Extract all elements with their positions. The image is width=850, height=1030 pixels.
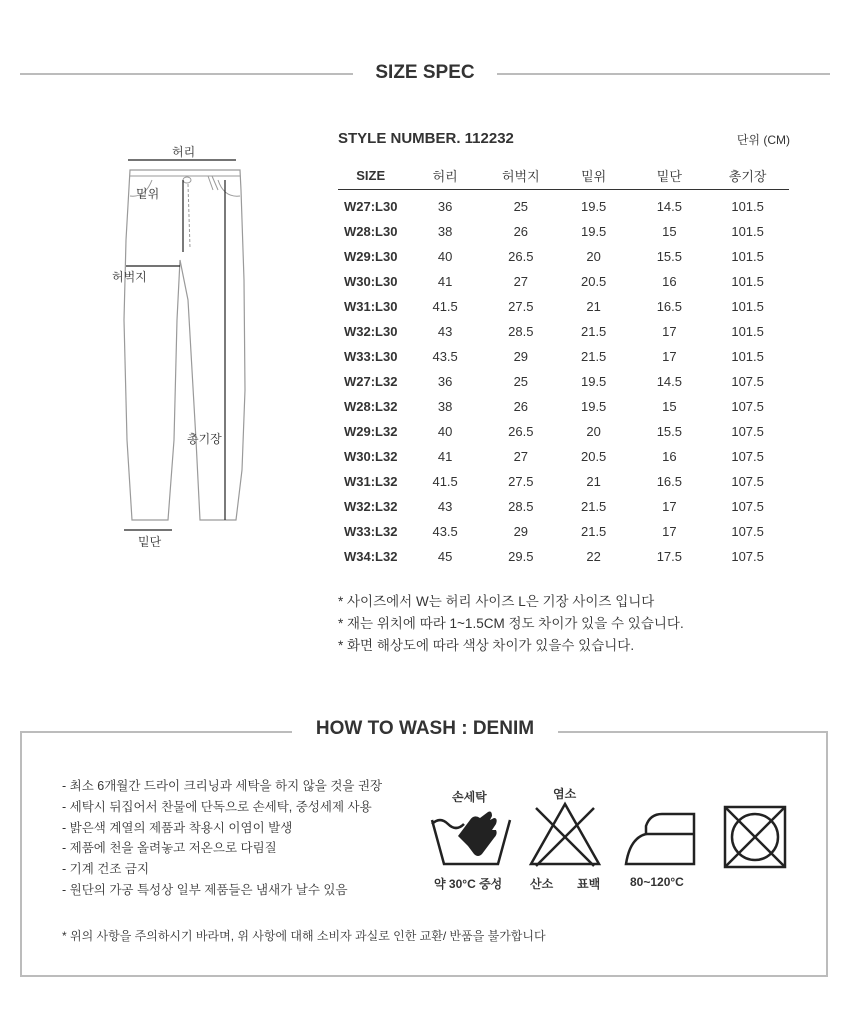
divider-left	[20, 73, 353, 75]
size-spec-title: SIZE SPEC	[375, 62, 475, 83]
table-header-row	[338, 162, 789, 190]
table-row	[338, 190, 789, 220]
measurement-cell: 43	[437, 324, 453, 339]
pants-outline-icon	[100, 140, 300, 560]
label-thigh: 허벅지	[112, 270, 147, 284]
measurement-cell: 101.5	[731, 299, 764, 314]
size-cell: W29:L32	[343, 424, 398, 439]
measurement-cell: 107.5	[731, 374, 764, 389]
measurement-cell: 29.5	[508, 549, 534, 564]
measurement-cell: 29	[513, 349, 529, 364]
measurement-cell: 107.5	[731, 399, 764, 414]
measurement-cell: 22	[586, 549, 601, 564]
measurement-cell: 15	[662, 224, 677, 239]
measurement-cell: 107.5	[731, 524, 764, 539]
measurement-cell: 41	[437, 274, 453, 289]
table-row	[338, 519, 789, 544]
measurement-cell: 21	[586, 299, 601, 314]
measurement-cell: 16.5	[656, 299, 682, 314]
column-header: 허벅지	[487, 162, 555, 190]
table-row	[338, 294, 789, 319]
label-rise: 밑위	[136, 187, 160, 201]
table-row	[338, 244, 789, 269]
instruction-item: - 세탁시 뒤집어서 찬물에 단독으로 손세탁, 중성세제 사용	[62, 799, 372, 814]
measurement-cell: 17	[662, 349, 677, 364]
column-header: 총기장	[706, 162, 789, 190]
measurement-cell: 40	[437, 424, 453, 439]
column-header: SIZE	[338, 162, 403, 190]
measurement-cell: 38	[437, 399, 453, 414]
table-row	[338, 394, 789, 419]
measurement-cell: 26	[513, 224, 529, 239]
column-header: 밑단	[632, 162, 706, 190]
label-hem: 밑단	[138, 535, 162, 549]
label-length: 총기장	[187, 432, 222, 446]
size-cell: W31:L32	[343, 474, 398, 489]
handwash-label: 손세탁	[452, 790, 487, 804]
measurement-cell: 15	[662, 399, 677, 414]
measurement-cell: 107.5	[731, 474, 764, 489]
instruction-item: - 밝은색 계열의 제품과 착용시 이염이 발생	[62, 820, 293, 835]
iron-temp-label: 80~120°C	[630, 875, 684, 889]
measurement-cell: 101.5	[731, 224, 764, 239]
measurement-cell: 26.5	[508, 424, 534, 439]
label-waist: 허리	[172, 145, 196, 159]
measurement-cell: 27	[513, 449, 529, 464]
measurement-cell: 15.5	[656, 424, 682, 439]
style-number: STYLE NUMBER. 112232	[338, 130, 514, 147]
measurement-cell: 16	[662, 449, 677, 464]
size-cell: W29:L30	[343, 249, 398, 264]
table-row	[338, 319, 789, 344]
measurement-cell: 20	[586, 249, 601, 264]
measurement-cell: 107.5	[731, 449, 764, 464]
measurement-cell: 43	[437, 499, 453, 514]
size-cell: W27:L32	[343, 374, 398, 389]
size-cell: W30:L30	[343, 274, 398, 289]
measurement-cell: 16	[662, 274, 677, 289]
measurement-cell: 16.5	[656, 474, 682, 489]
measurement-cell: 41.5	[432, 474, 458, 489]
measurement-cell: 29	[513, 524, 529, 539]
bleach-oxygen-label: 산소	[530, 877, 554, 891]
measurement-cell: 20.5	[580, 274, 607, 289]
note-line: * 사이즈에서 W는 허리 사이즈 L은 기장 사이즈 입니다	[338, 594, 655, 609]
size-cell: W32:L32	[343, 499, 398, 514]
measurement-cell: 27.5	[508, 299, 534, 314]
measurement-cell: 26.5	[508, 249, 534, 264]
measurement-cell: 27.5	[508, 474, 534, 489]
wash-footer-note: * 위의 사항을 주의하시기 바라며, 위 사항에 대해 소비자 과실로 인한 교환/ 반품을 불가합니다	[62, 929, 546, 943]
size-cell: W32:L30	[343, 324, 398, 339]
table-row	[338, 444, 789, 469]
measurement-cell: 107.5	[731, 499, 764, 514]
no-tumble-dry-icon	[722, 804, 788, 870]
measurement-cell: 41.5	[432, 299, 458, 314]
note-line: * 재는 위치에 따라 1~1.5CM 정도 차이가 있을 수 있습니다.	[338, 616, 684, 631]
instruction-item: - 기계 건조 금지	[62, 862, 150, 877]
measurement-cell: 21	[586, 474, 601, 489]
measurement-cell: 21.5	[580, 349, 607, 364]
measurement-cell: 107.5	[731, 424, 764, 439]
column-header: 밑위	[555, 162, 633, 190]
measurement-cell: 17.5	[656, 549, 682, 564]
table-row	[338, 369, 789, 394]
measurement-cell: 20.5	[580, 449, 607, 464]
size-cell: W28:L32	[343, 399, 398, 414]
no-bleach-icon	[528, 800, 602, 868]
table-row	[338, 269, 789, 294]
size-notes	[338, 591, 684, 657]
pants-measurement-diagram	[100, 140, 300, 560]
measurement-cell: 17	[662, 324, 677, 339]
measurement-cell: 43.5	[432, 524, 458, 539]
iron-icon	[622, 806, 698, 868]
measurement-cell: 38	[437, 224, 453, 239]
measurement-cell: 101.5	[731, 274, 764, 289]
unit-label: 단위 (CM)	[736, 133, 790, 147]
measurement-cell: 26	[513, 399, 529, 414]
hand-wash-icon	[428, 806, 514, 868]
measurement-cell: 107.5	[731, 549, 764, 564]
measurement-cell: 101.5	[731, 249, 764, 264]
measurement-cell: 17	[662, 524, 677, 539]
measurement-cell: 101.5	[731, 349, 764, 364]
measurement-cell: 101.5	[731, 199, 764, 214]
measurement-cell: 45	[437, 549, 453, 564]
size-cell: W33:L32	[343, 524, 398, 539]
measurement-cell: 19.5	[580, 199, 607, 214]
measurement-cell: 19.5	[580, 224, 607, 239]
divider-right	[497, 73, 830, 75]
measurement-cell: 19.5	[580, 374, 607, 389]
measurement-cell: 36	[437, 199, 453, 214]
measurement-cell: 27	[513, 274, 529, 289]
table-row	[338, 419, 789, 444]
instruction-item: - 최소 6개월간 드라이 크리닝과 세탁을 하지 않을 것을 권장	[62, 779, 383, 793]
size-table-body	[338, 190, 789, 570]
measurement-cell: 17	[662, 499, 677, 514]
measurement-cell: 43.5	[432, 349, 458, 364]
measurement-cell: 28.5	[508, 499, 534, 514]
measurement-cell: 21.5	[580, 524, 607, 539]
size-table	[338, 162, 789, 569]
measurement-cell: 21.5	[580, 499, 607, 514]
measurement-cell: 15.5	[656, 249, 682, 264]
measurement-cell: 40	[437, 249, 453, 264]
measurement-cell: 19.5	[580, 399, 607, 414]
wash-instructions	[62, 776, 382, 901]
table-row	[338, 494, 789, 519]
measurement-cell: 25	[513, 199, 529, 214]
note-line: * 화면 해상도에 따라 색상 차이가 있을수 있습니다.	[338, 638, 635, 653]
size-cell: W33:L30	[343, 349, 398, 364]
measurement-cell: 28.5	[508, 324, 534, 339]
table-row	[338, 469, 789, 494]
instruction-item: - 원단의 가공 특성상 일부 제품들은 냄새가 날수 있음	[62, 882, 348, 897]
table-row	[338, 219, 789, 244]
size-cell: W34:L32	[343, 549, 398, 564]
measurement-cell: 21.5	[580, 324, 607, 339]
size-cell: W30:L32	[343, 449, 398, 464]
measurement-cell: 41	[437, 449, 453, 464]
measurement-cell: 101.5	[731, 324, 764, 339]
table-row	[338, 544, 789, 569]
size-cell: W31:L30	[343, 299, 398, 314]
column-header: 허리	[403, 162, 486, 190]
table-row	[338, 344, 789, 369]
measurement-cell: 14.5	[656, 199, 682, 214]
size-spec-heading	[0, 60, 850, 90]
size-cell: W27:L30	[343, 199, 398, 214]
size-cell: W28:L30	[343, 224, 398, 239]
instruction-item: - 제품에 천을 올려놓고 저온으로 다림질	[62, 841, 277, 856]
handwash-temp-label: 약 30°C 중성	[434, 877, 503, 891]
measurement-cell: 36	[437, 374, 453, 389]
wash-title: HOW TO WASH : DENIM	[292, 718, 558, 746]
bleach-label: 표백	[577, 877, 601, 891]
measurement-cell: 25	[513, 374, 529, 389]
measurement-cell: 20	[586, 424, 601, 439]
bleach-chlorine-label: 염소	[553, 787, 577, 801]
measurement-cell: 14.5	[656, 374, 682, 389]
